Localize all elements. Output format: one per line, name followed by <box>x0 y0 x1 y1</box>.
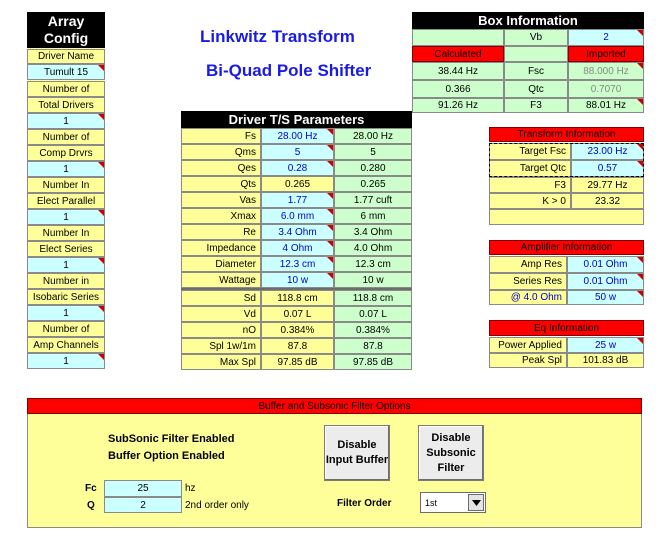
array-config-header-text: Array Config <box>43 13 89 46</box>
peak-spl-value: 101.83 dB <box>567 353 644 368</box>
k-label: K > 0 <box>489 193 571 209</box>
isobaric-label-2: Isobaric Series <box>27 289 105 305</box>
box-info-mid-blank <box>504 46 568 62</box>
ts-label-vd: Vd <box>181 306 261 322</box>
elect-parallel-label-2: Elect Parallel <box>27 193 105 209</box>
array-config-header <box>27 12 105 48</box>
comp-drivers-field[interactable]: 1 <box>27 161 105 177</box>
ts-input-qms[interactable]: 5 <box>261 144 334 160</box>
at-ohm-label: @ 4.0 Ohm <box>489 290 567 305</box>
qtc-label: Qtc <box>504 80 568 98</box>
ts-input-qes[interactable]: 0.28 <box>261 160 334 176</box>
fsc-label: Fsc <box>504 62 568 80</box>
filter-header: Buffer and Subsonic Filter Options <box>27 398 642 414</box>
q-note: 2nd order only <box>185 500 249 511</box>
power-applied-field[interactable]: 25 w <box>567 337 644 353</box>
ts-input-diameter[interactable]: 12.3 cm <box>261 256 334 272</box>
box-info-header: Box Information <box>412 12 644 29</box>
q-field[interactable]: 2 <box>104 497 182 513</box>
ts-value-qes: 0.280 <box>334 160 412 176</box>
ts-label-qes: Qes <box>181 160 261 176</box>
ts-input-xmax[interactable]: 6.0 mm <box>261 208 334 224</box>
ts-value-qms: 5 <box>334 144 412 160</box>
ts-input-no: 0.384% <box>261 322 334 338</box>
ts-label-no: nO <box>181 322 261 338</box>
total-drivers-label-2: Total Drivers <box>27 97 105 113</box>
ts-label-max-spl: Max Spl <box>181 354 261 370</box>
series-res-label: Series Res <box>489 273 567 290</box>
fc-field[interactable]: 25 <box>104 480 182 497</box>
amplifier-header: Amplifier Information <box>489 240 644 255</box>
amp-res-label: Amp Res <box>489 256 567 273</box>
driver-name-label: Driver Name <box>27 49 105 64</box>
ts-label-sd: Sd <box>181 290 261 306</box>
eq-header: Eq Information <box>489 320 644 336</box>
ts-value-xmax: 6 mm <box>334 208 412 224</box>
buffer-status: Buffer Option Enabled <box>108 450 225 462</box>
transform-f3-value: 29.77 Hz <box>571 177 644 193</box>
ts-value-sd: 118.8 cm <box>334 290 412 306</box>
transform-f3-label: F3 <box>489 177 571 193</box>
qtc-calculated: 0.366 <box>412 80 504 98</box>
amp-res-field[interactable]: 0.01 Ohm <box>567 256 644 273</box>
vb-label: Vb <box>504 29 568 46</box>
imported-header: Imported <box>568 46 644 62</box>
at-ohm-field[interactable]: 50 w <box>567 290 644 305</box>
qtc-imported: 0.7070 <box>568 80 644 98</box>
ts-value-max-spl: 97.85 dB <box>334 354 412 370</box>
ts-value-wattage: 10 w <box>334 272 412 288</box>
amp-channels-label: Number of <box>27 321 105 337</box>
f3-imported: 88.01 Hz <box>568 98 644 113</box>
ts-input-qts: 0.265 <box>261 176 334 192</box>
target-qtc-label: Target Qtc <box>489 160 571 177</box>
ts-value-qts: 0.265 <box>334 176 412 192</box>
ts-input-spl-1w-1m: 87.8 <box>261 338 334 354</box>
disable-input-buffer-button[interactable]: Disable Input Buffer <box>324 425 390 481</box>
ts-value-fs: 28.00 Hz <box>334 128 412 144</box>
elect-series-label: Number In <box>27 225 105 241</box>
ts-input-sd: 118.8 cm <box>261 290 334 306</box>
f3-label: F3 <box>504 98 568 113</box>
ts-label-fs: Fs <box>181 128 261 144</box>
ts-label-qts: Qts <box>181 176 261 192</box>
ts-label-impedance: Impedance <box>181 240 261 256</box>
ts-input-fs[interactable]: 28.00 Hz <box>261 128 334 144</box>
vb-field[interactable]: 2 <box>568 29 644 46</box>
isobaric-label: Number in <box>27 273 105 289</box>
total-drivers-label: Number of <box>27 81 105 97</box>
comp-drivers-label-2: Comp Drvrs <box>27 145 105 161</box>
driver-name-field[interactable]: Tumult 15 <box>27 64 105 80</box>
isobaric-field[interactable]: 1 <box>27 305 105 321</box>
ts-input-vd: 0.07 L <box>261 306 334 322</box>
ts-label-spl-1w-1m: Spl 1w/1m <box>181 338 261 354</box>
ts-value-vas: 1.77 cuft <box>334 192 412 208</box>
fsc-calculated: 38.44 Hz <box>412 62 504 80</box>
ts-label-qms: Qms <box>181 144 261 160</box>
f3-calculated: 91.26 Hz <box>412 98 504 113</box>
comp-drivers-label: Number of <box>27 129 105 145</box>
ts-params-header: Driver T/S Parameters <box>181 111 412 128</box>
amp-channels-field[interactable]: 1 <box>27 353 105 369</box>
ts-value-vd: 0.07 L <box>334 306 412 322</box>
q-label: Q <box>87 500 95 511</box>
peak-spl-label: Peak Spl <box>489 353 567 368</box>
elect-series-label-2: Elect Series <box>27 241 105 257</box>
elect-series-field[interactable]: 1 <box>27 257 105 273</box>
ts-value-impedance: 4.0 Ohm <box>334 240 412 256</box>
series-res-field[interactable]: 0.01 Ohm <box>567 273 644 290</box>
power-applied-label: Power Applied <box>489 337 567 353</box>
ts-input-re[interactable]: 3.4 Ohm <box>261 224 334 240</box>
ts-input-vas[interactable]: 1.77 <box>261 192 334 208</box>
disable-subsonic-filter-button[interactable]: Disable Subsonic Filter <box>418 425 484 481</box>
ts-label-diameter: Diameter <box>181 256 261 272</box>
ts-input-max-spl: 97.85 dB <box>261 354 334 370</box>
ts-input-wattage[interactable]: 10 w <box>261 272 334 288</box>
box-info-blank <box>412 29 504 46</box>
filter-order-select[interactable] <box>420 492 486 513</box>
app-title: Linkwitz Transform <box>200 27 355 46</box>
ts-input-impedance[interactable]: 4 Ohm <box>261 240 334 256</box>
target-fsc-field[interactable]: 23.00 Hz <box>571 143 644 160</box>
elect-parallel-label: Number In <box>27 177 105 193</box>
ts-value-spl-1w-1m: 87.8 <box>334 338 412 354</box>
fc-label: Fc <box>85 483 97 494</box>
transform-selection-outline <box>489 143 644 177</box>
calculated-header: Calculated <box>412 46 504 62</box>
ts-value-re: 3.4 Ohm <box>334 224 412 240</box>
target-qtc-field[interactable]: 0.57 <box>571 160 644 177</box>
amp-channels-label-2: Amp Channels <box>27 337 105 353</box>
ts-divider <box>181 288 412 290</box>
subsonic-status: SubSonic Filter Enabled <box>108 433 235 445</box>
ts-value-no: 0.384% <box>334 322 412 338</box>
total-drivers-field[interactable]: 1 <box>27 113 105 129</box>
ts-value-diameter: 12.3 cm <box>334 256 412 272</box>
chevron-down-icon[interactable] <box>468 494 484 511</box>
app-subtitle: Bi-Quad Pole Shifter <box>206 61 372 80</box>
k-value: 23.32 <box>571 193 644 209</box>
transform-header: Transform Information <box>489 127 644 142</box>
ts-label-re: Re <box>181 224 261 240</box>
filter-order-label: Filter Order <box>337 498 392 509</box>
ts-label-vas: Vas <box>181 192 261 208</box>
filter-order-value: 1st <box>425 498 438 508</box>
elect-parallel-field[interactable]: 1 <box>27 209 105 225</box>
transform-blank-row <box>489 209 644 225</box>
ts-label-xmax: Xmax <box>181 208 261 224</box>
ts-label-wattage: Wattage <box>181 272 261 288</box>
fc-unit: hz <box>185 483 196 494</box>
target-fsc-label: Target Fsc <box>489 143 571 160</box>
fsc-imported: 88.000 Hz <box>568 62 644 80</box>
